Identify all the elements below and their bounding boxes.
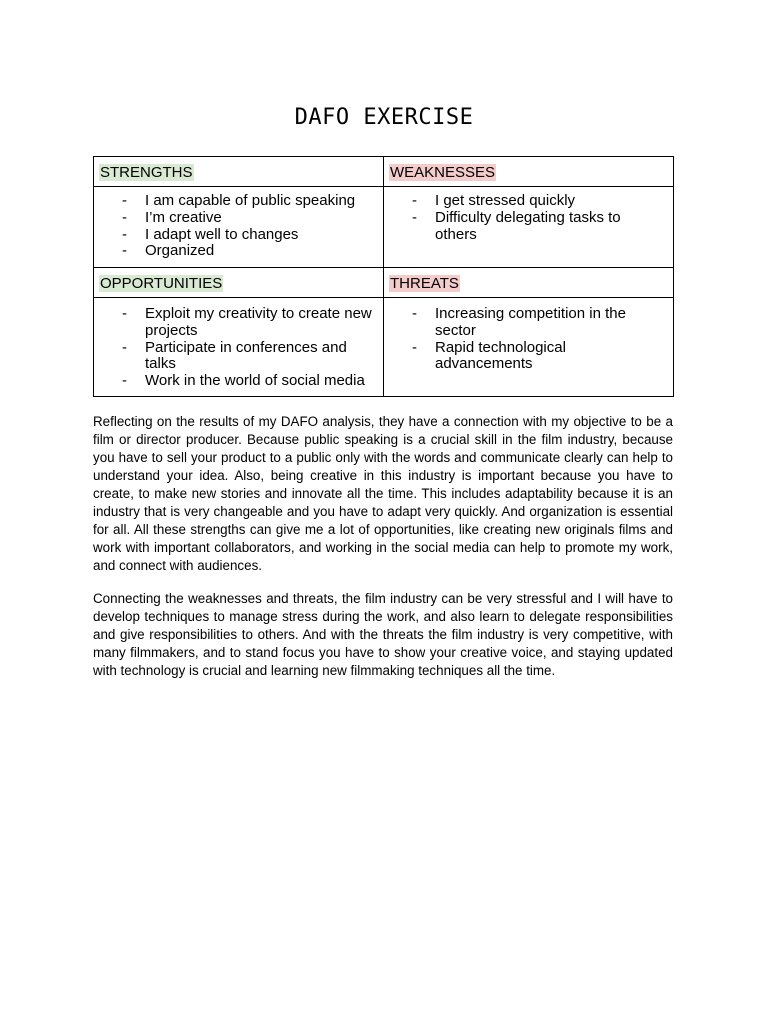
dafo-content-row-1 (94, 187, 674, 268)
document-title: DAFO EXERCISE (294, 105, 474, 130)
threats-cell (384, 298, 674, 397)
list-item: - I am capable of public speaking (94, 193, 383, 210)
analysis-paragraph-weaknesses: Connecting the weaknesses and threats, the film industry can be very stressful and I will have to develop techniques to manage stress during the work, and also learn to delegate responsibilities and give responsibilities to others. And with the threats the film industry is very competitive, with many filmmakers, and to stand focus you have to show your creative voice, and staying updated with technology is crucial and learning new filmmaking techniques all the time. (93, 591, 673, 678)
list-item: - Rapid technological advancements (384, 340, 673, 374)
weaknesses-cell (384, 187, 674, 268)
list-item: - Increasing competition in the sector (384, 306, 673, 340)
threats-header-cell (384, 268, 674, 298)
weaknesses-header-cell (384, 157, 674, 187)
threats-label: THREATS (390, 275, 459, 292)
list-item: - Participate in conferences and talks (94, 340, 383, 374)
list-item: - Exploit my creativity to create new projects (94, 306, 383, 340)
opportunities-header-cell (94, 268, 384, 298)
list-item: - Work in the world of social media (94, 373, 383, 390)
opportunities-list (94, 298, 383, 390)
list-item: - I adapt well to changes (94, 227, 383, 244)
weaknesses-list (384, 187, 673, 243)
list-item: - I get stressed quickly (384, 193, 673, 210)
list-item: - Difficulty delegating tasks to others (384, 210, 673, 244)
dafo-header-row-2 (94, 268, 674, 298)
strengths-label: STRENGTHS (100, 164, 193, 181)
opportunities-label: OPPORTUNITIES (100, 275, 223, 292)
list-item: - Organized (94, 243, 383, 260)
weaknesses-label: WEAKNESSES (390, 164, 496, 181)
dafo-table (93, 156, 674, 397)
list-item: - I’m creative (94, 210, 383, 227)
strengths-header-cell (94, 157, 384, 187)
dafo-header-row-1 (94, 157, 674, 187)
threats-list (384, 298, 673, 373)
strengths-list (94, 187, 383, 260)
strengths-cell (94, 187, 384, 268)
opportunities-cell (94, 298, 384, 397)
dafo-content-row-2 (94, 298, 674, 397)
analysis-paragraph-strengths: Reflecting on the results of my DAFO analysis, they have a connection with my objective to be a film or director producer. Because public speaking is a crucial skill in the film industry, because you have to sell your product to a public only with the words and communicate clearly can help to understand your idea. Also, being creative in this industry is important because you have to create, to make new stories and innovate all the time. This includes adaptability because it is an industry that is very changeable and you have to adapt very quickly. And organization is essential for all. All these strengths can give me a lot of opportunities, like creating new originals films and work with important collaborators, and working in the social media can help to promote my work, and connect with audiences. (93, 414, 673, 573)
